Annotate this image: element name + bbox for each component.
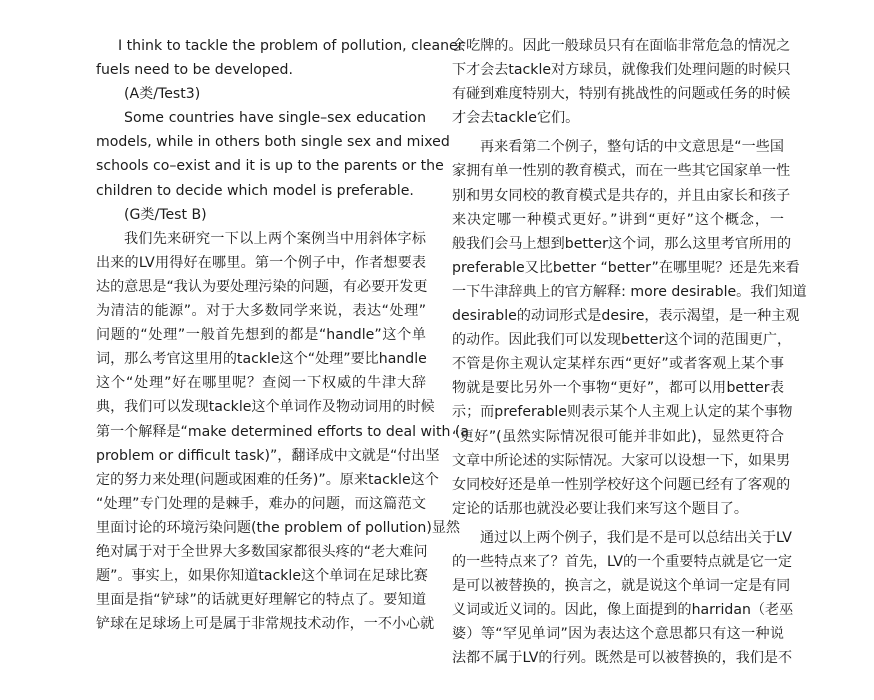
analysis-line: “处理”专门处理的是棘手，难办的问题，而这篇范文: [96, 495, 426, 512]
source-label-a: (A类/Test3): [124, 86, 201, 103]
analysis-line: 典，我们可以发现tackle这个单词作及物动词用的时候: [96, 399, 435, 416]
analysis-line: 里面是指“铲球”的话就更好理解它的特点了。要知道: [96, 592, 426, 609]
analysis-line: 我们先来研究一下以上两个案例当中用斜体字标: [124, 230, 426, 247]
paragraph-2-line: preferable又比better “better”在哪里呢？还是先来看: [452, 259, 800, 276]
paragraph-2-line: 文章中所论述的实际情况。大家可以设想一下，如果男: [452, 452, 791, 469]
analysis-line: 问题的“处理”一般首先想到的都是“handle”这个单: [96, 327, 426, 344]
paragraph-2-line: “更好”(虽然实际情况很可能并非如此)，显然更符合: [452, 428, 784, 445]
paragraph-3-line: 法都不属于LV的行列。既然是可以被替换的，我们是不: [452, 650, 793, 667]
paragraph-2-line: 物就是要比另外一个事物“更好”，都可以用better表: [452, 380, 784, 397]
source-label-b: (G类/Test B): [124, 206, 207, 223]
paragraph-1-line: 才会去tackle它们。: [452, 110, 580, 127]
analysis-line: 里面讨论的环境污染问题(the problem of pollution)显然: [96, 519, 461, 536]
example-sentence-a-line: I think to tackle the problem of pollution, cleaner: [118, 38, 464, 54]
paragraph-1-line: 下才会去tackle对方球员，就像我们处理问题的时候只: [452, 62, 791, 79]
analysis-line: 达的意思是“我认为要处理污染的问题，有必要开发更: [96, 278, 428, 295]
paragraph-2-line: 的动作。因此我们可以发现better这个词的范围更广，: [452, 332, 792, 349]
paragraph-2-line: 来决定哪一种模式更好。”讲到“更好”这个概念，一: [452, 211, 784, 228]
paragraph-2-line: 再来看第二个例子，整句话的中文意思是“一些国: [480, 139, 784, 156]
analysis-line: problem or difficult task)”，翻译成中文就是“付出坚: [96, 447, 440, 464]
analysis-line: 出来的LV用得好在哪里。第一个例子中，作者想要表: [96, 254, 426, 271]
paragraph-2-line: 定论的话那也就没必要让我们来写这个题目了。: [452, 500, 748, 517]
paragraph-1-line: 有碰到难度特别大，特别有挑战性的问题或任务的时候: [452, 86, 791, 103]
paragraph-3-line: 是可以被替换的，换言之，就是说这个单词一定是有同: [452, 578, 791, 595]
analysis-line: 词，那么考官这里用的tackle这个“处理”要比handle: [96, 351, 427, 368]
paragraph-2-line: 示；而preferable则表示某个人主观上认定的某个事物: [452, 404, 793, 421]
paragraph-2-line: 家拥有单一性别的教育模式，而在一些其它国家单一性: [452, 163, 791, 180]
analysis-line: 为清洁的能源”。对于大多数同学来说，表达“处理”: [96, 303, 426, 320]
example-sentence-b-line: schools co–exist and it is up to the parents or the: [96, 158, 444, 175]
right-column: [452, 34, 807, 670]
paragraph-2-line: 女同校好还是单一性别学校好这个问题已经有了客观的: [452, 476, 791, 493]
analysis-line: 定的努力来处理(问题或困难的任务)”。原来tackle这个: [96, 471, 439, 488]
paragraph-2-line: 不管是你主观认定某样东西“更好”或者客观上某个事: [452, 356, 784, 373]
paragraph-2-line: desirable的动词形式是desire，表示渴望，是一种主观: [452, 308, 800, 325]
paragraph-3-line: 的一些特点来了？首先，LV的一个重要特点就是它一定: [452, 553, 793, 570]
example-sentence-a-line: fuels need to be developed.: [96, 62, 293, 79]
paragraph-2-line: 般我们会马上想到better这个词，那么这里考官所用的: [452, 235, 792, 252]
paragraph-3-line: 婆）等“罕见单词”因为表达这个意思都只有这一种说: [452, 626, 784, 643]
analysis-line: 这个“处理”好在哪里呢？查阅一下权威的牛津大辞: [96, 375, 426, 392]
paragraph-2-line: 别和男女同校的教育模式是共存的，并且由家长和孩子: [452, 187, 791, 204]
paragraph-1-line: 会吃牌的。因此一般球员只有在面临非常危急的情况之: [452, 38, 791, 54]
analysis-line: 铲球在足球场上可是属于非常规技术动作，一不小心就: [96, 616, 435, 633]
paragraph-2-line: 一下牛津辞典上的官方解释: more desirable。我们知道: [452, 283, 807, 300]
left-column: [96, 34, 470, 636]
analysis-line: 绝对属于对于全世界大多数国家都很头疼的“老大难问: [96, 543, 428, 560]
example-sentence-b-line: children to decide which model is preferable.: [96, 182, 414, 199]
paragraph-3-line: 通过以上两个例子，我们是不是可以总结出关于LV: [480, 529, 792, 546]
example-sentence-b-line: Some countries have single–sex education: [124, 110, 426, 127]
analysis-line: 第一个解释是“make determined efforts to deal with (a: [96, 423, 470, 440]
example-sentence-b-line: models, while in others both single sex and mixed: [96, 134, 450, 151]
paragraph-3-line: 义词或近义词的。因此，像上面提到的harridan（老巫: [452, 602, 794, 619]
analysis-line: 题”。事实上，如果你知道tackle这个单词在足球比赛: [96, 568, 428, 585]
